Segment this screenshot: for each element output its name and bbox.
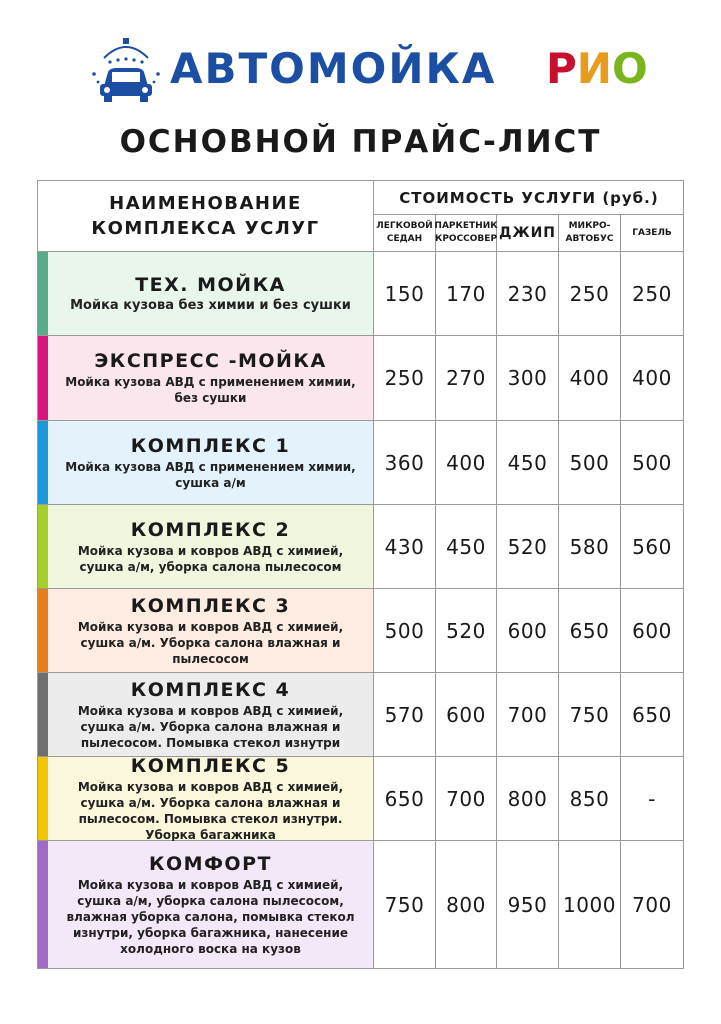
- brand-suffix: [546, 44, 648, 93]
- brand-suffix-letter: О: [611, 44, 648, 93]
- table-row: [38, 754, 683, 842]
- column-header-sedan: ЛЕГКОВОЙ СЕДАН: [374, 215, 436, 252]
- service-title: КОМФОРТ: [149, 852, 272, 875]
- row-color-stripe: [38, 841, 48, 968]
- service-description: Мойка кузова и ковров АВД с химией, сушка а/м. Уборка салона влажная и пылесосом. Помывка стекол изнутри: [77, 703, 344, 750]
- brand-logo: [90, 36, 650, 106]
- price-minibus: 250: [559, 252, 621, 335]
- price-gazelle: 400: [632, 366, 672, 390]
- price-jeep: 520: [497, 505, 559, 588]
- column-header-gazelle: ГАЗЕЛЬ: [621, 215, 683, 252]
- price-sedan: 500: [374, 589, 436, 672]
- brand-name: АВТОМОЙКА: [170, 44, 497, 93]
- service-description: Мойка кузова и ковров АВД с химией, сушка а/м. Уборка салона влажная и пылесосом: [77, 619, 344, 666]
- service-title: КОМПЛЕКС 3: [130, 594, 291, 617]
- table-row: [38, 841, 683, 968]
- price-jeep: 950: [497, 841, 559, 968]
- brand-suffix-letter: И: [576, 44, 612, 93]
- name-header: НАИМЕНОВАНИЕ КОМПЛЕКСА УСЛУГ: [38, 181, 374, 252]
- price-jeep: 450: [497, 421, 559, 504]
- price-jeep: 800: [497, 757, 559, 840]
- price-gazelle: 500: [632, 450, 672, 475]
- service-description: Мойка кузова без химии и без сушки: [70, 297, 351, 313]
- service-name-cell: [48, 252, 374, 335]
- price-sedan: 570: [374, 673, 436, 756]
- price-jeep: 700: [497, 673, 559, 756]
- price-jeep: 600: [497, 589, 559, 672]
- service-name-cell: [48, 754, 374, 842]
- price-gazelle: 250: [632, 281, 672, 306]
- row-color-stripe: [38, 673, 48, 756]
- price-minibus: 1000: [559, 841, 621, 968]
- price-sedan: 650: [374, 757, 436, 840]
- service-name-cell: [48, 673, 374, 756]
- service-description: Мойка кузова и ковров АВД с химией, сушка а/м, уборка салона пылесосом, влажная уборка салона, помывка стекол изнутри, уборка багажника, нанесение холодного воска на кузов: [66, 877, 355, 956]
- service-name-cell: [48, 336, 374, 420]
- table-row: [38, 336, 683, 421]
- service-name-cell: [48, 589, 374, 672]
- price-table: [37, 180, 684, 969]
- service-title: ТЕХ. МОЙКА: [135, 273, 286, 296]
- row-color-stripe: [38, 757, 48, 840]
- service-description: Мойка кузова и ковров АВД с химией, сушка а/м, уборка салона пылесосом: [77, 543, 344, 574]
- row-color-stripe: [38, 421, 48, 504]
- table-row: [38, 505, 683, 589]
- price-jeep: 230: [497, 252, 559, 335]
- price-sedan: 360: [374, 421, 436, 504]
- row-color-stripe: [38, 505, 48, 588]
- table-row: [38, 589, 683, 673]
- service-description: Мойка кузова АВД с применением химии, сушка а/м: [65, 459, 356, 490]
- price-crossover: 450: [436, 505, 497, 588]
- price-minibus: 400: [559, 336, 621, 420]
- table-row: [38, 252, 683, 336]
- service-name-cell: [48, 421, 374, 504]
- row-color-stripe: [38, 336, 48, 420]
- row-color-stripe: [38, 589, 48, 672]
- price-sedan: 750: [374, 841, 436, 968]
- brand-suffix-letter: Р: [546, 44, 577, 93]
- page-title: ОСНОВНОЙ ПРАЙС-ЛИСТ: [119, 124, 602, 160]
- service-description: Мойка кузова и ковров АВД с химией, сушка а/м. Уборка салона влажная и пылесосом. Помывка стекол изнутри. Уборка багажника: [77, 779, 344, 842]
- price-crossover: 400: [436, 421, 497, 504]
- service-name-cell: [48, 505, 374, 588]
- price-sedan: 150: [374, 252, 436, 335]
- price-crossover: 520: [436, 589, 497, 672]
- price-sedan: 430: [374, 505, 436, 588]
- price-crossover: 270: [436, 336, 497, 420]
- service-name-cell: [48, 841, 374, 968]
- price-gazelle: 560: [632, 534, 672, 559]
- price-crossover: 170: [436, 252, 497, 335]
- column-header-minibus: МИКРО-АВТОБУС: [559, 215, 621, 252]
- price-minibus: 650: [559, 589, 621, 672]
- service-title: ЭКСПРЕСС -МОЙКА: [94, 350, 327, 372]
- price-gazelle: 600: [632, 618, 672, 643]
- price-gazelle: 700: [632, 892, 672, 917]
- table-row: [38, 673, 683, 757]
- car-wash-icon: [90, 36, 162, 106]
- price-minibus: 580: [559, 505, 621, 588]
- service-title: КОМПЛЕКС 2: [130, 518, 291, 541]
- service-description: Мойка кузова АВД с применением химии, без сушки: [65, 375, 356, 405]
- service-title: КОМПЛЕКС 5: [130, 754, 291, 777]
- price-minibus: 850: [559, 757, 621, 840]
- price-gazelle: 650: [632, 702, 672, 727]
- row-color-stripe: [38, 252, 48, 335]
- column-header-jeep: ДЖИП: [497, 215, 559, 252]
- price-sedan: 250: [374, 336, 436, 420]
- price-crossover: 600: [436, 673, 497, 756]
- price-crossover: 700: [436, 757, 497, 840]
- service-title: КОМПЛЕКС 4: [130, 678, 291, 701]
- cost-header: СТОИМОСТЬ УСЛУГИ (руб.): [374, 181, 684, 215]
- price-gazelle: -: [648, 786, 656, 811]
- column-header-crossover: ПАРКЕТНИК КРОССОВЕР: [436, 215, 497, 252]
- table-row: [38, 421, 683, 505]
- price-minibus: 750: [559, 673, 621, 756]
- price-crossover: 800: [436, 841, 497, 968]
- price-jeep: 300: [497, 336, 559, 420]
- price-minibus: 500: [559, 421, 621, 504]
- service-title: КОМПЛЕКС 1: [130, 434, 291, 457]
